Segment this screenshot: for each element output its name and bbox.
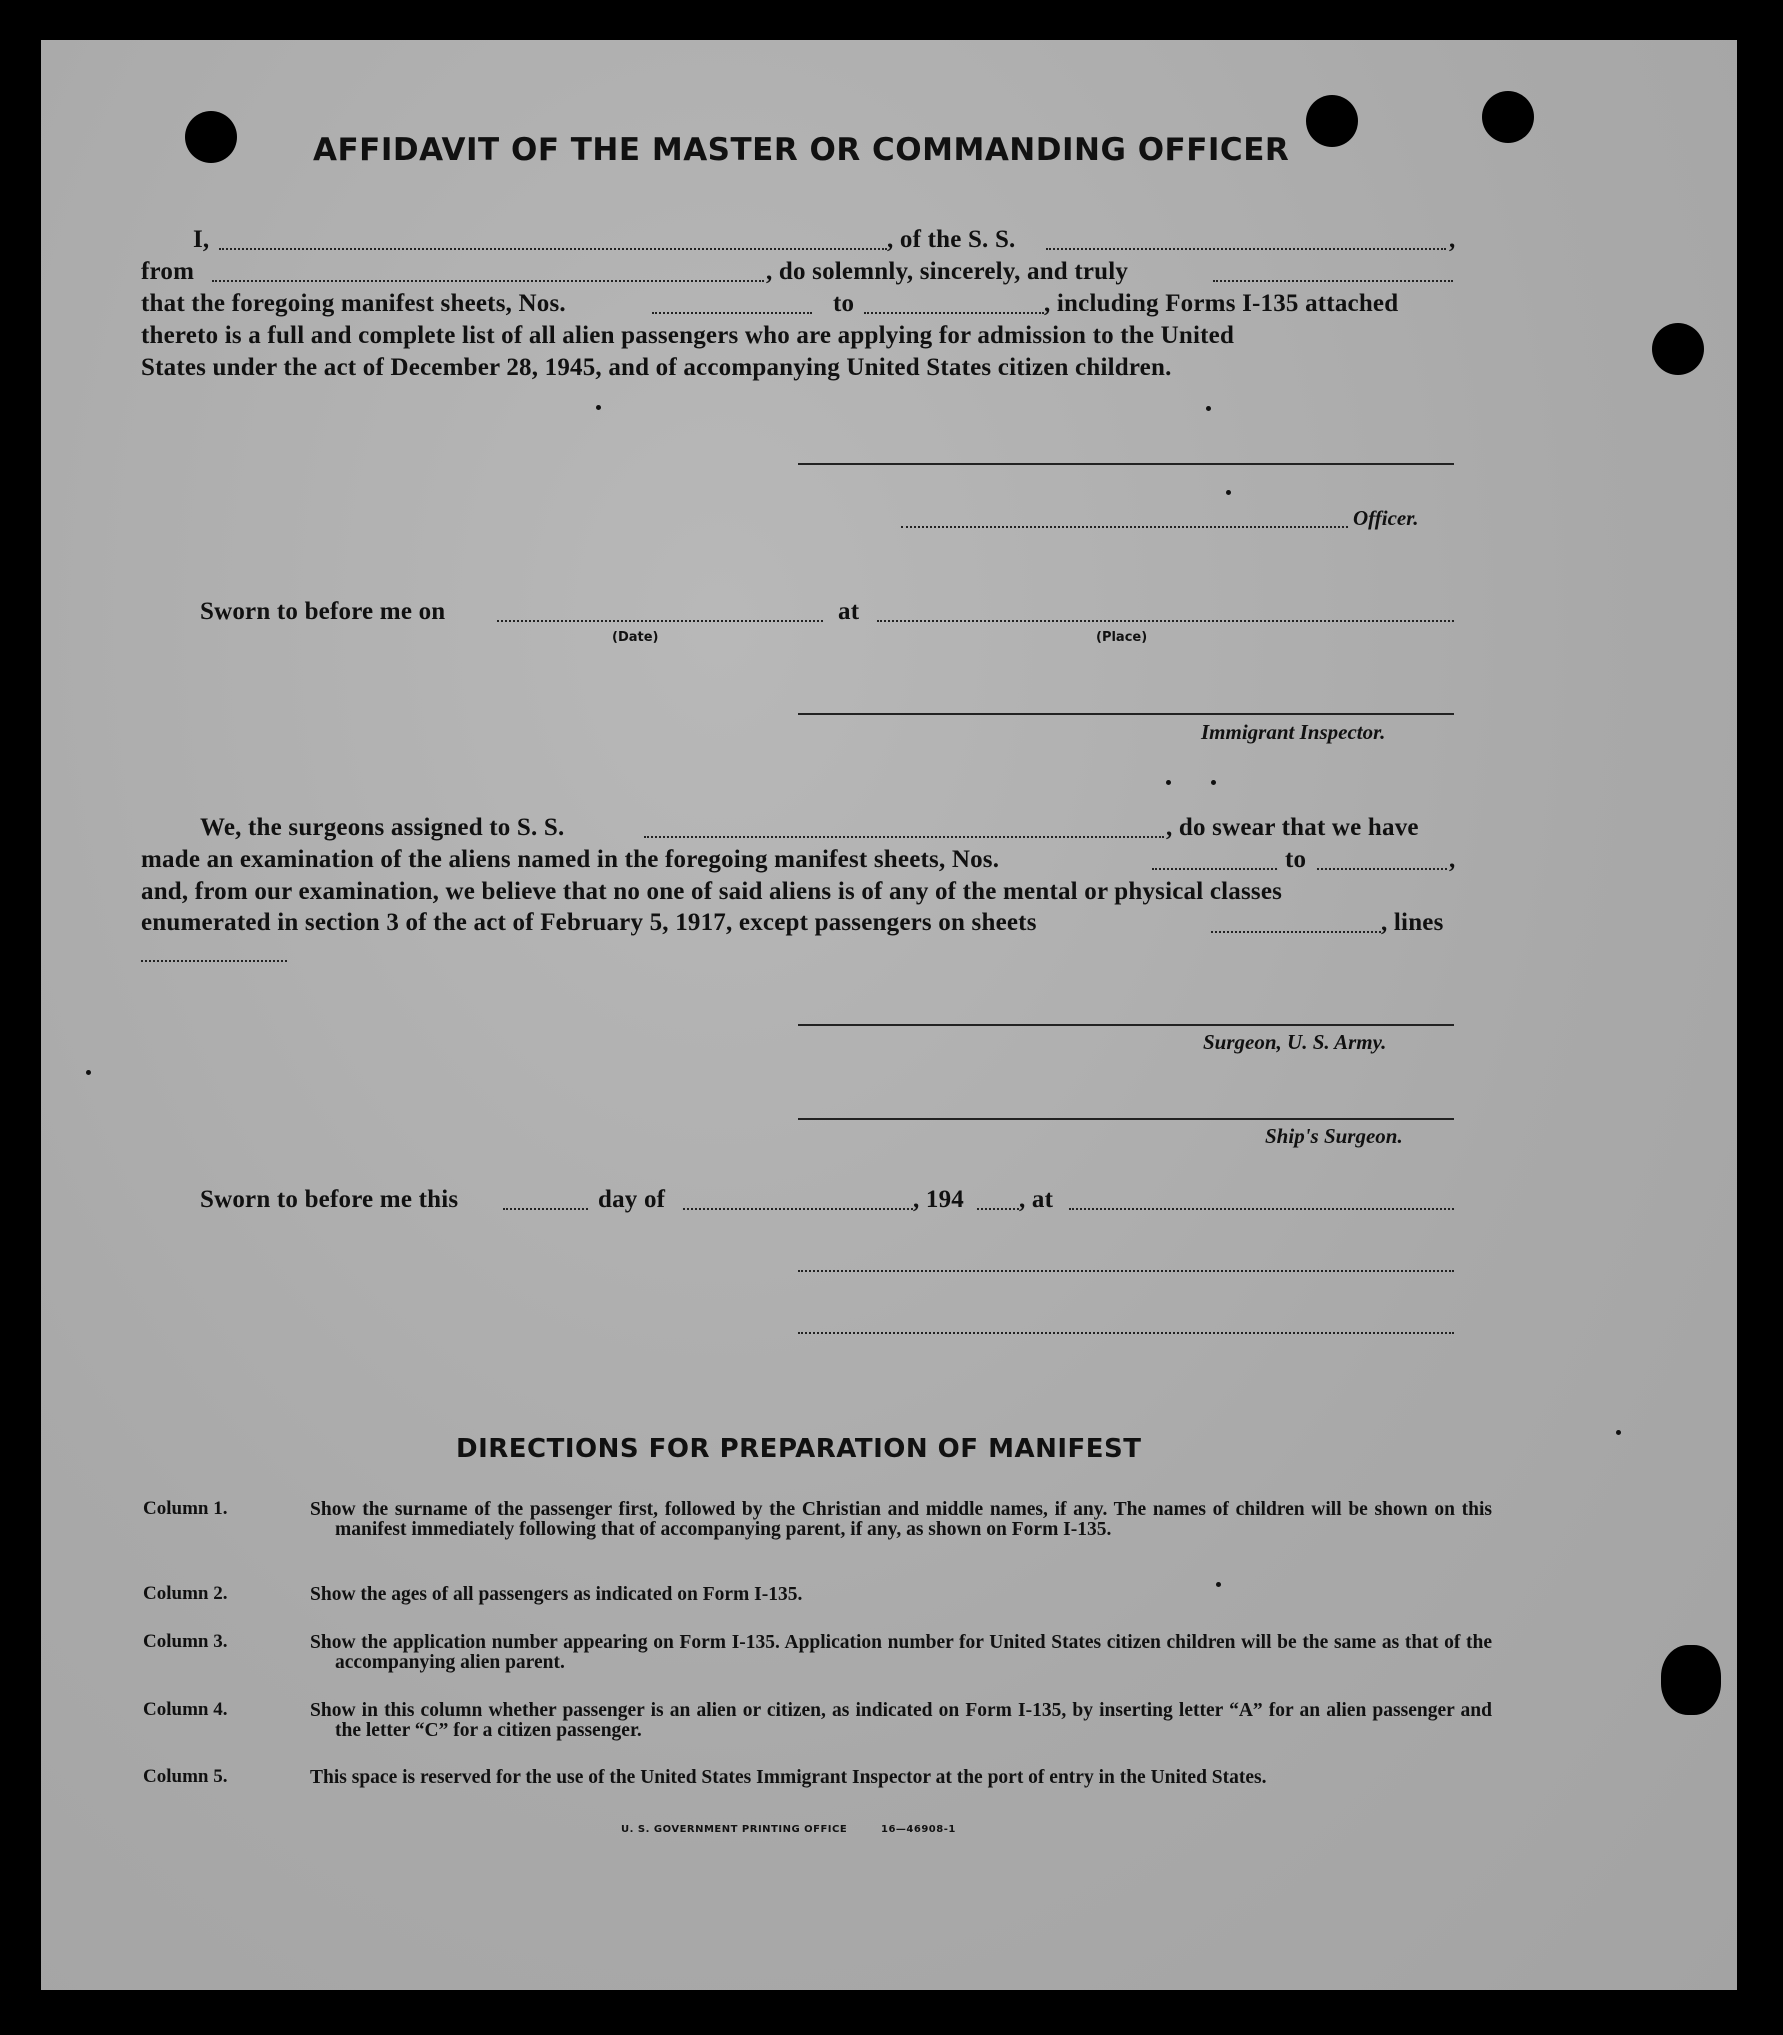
column-1-text: Show the surname of the passenger first, followed by the Christian and middle names, if any. The names of children will be shown on this manifest immediately following that of accompanying parent, if any, as shown on Form I-135.	[310, 1499, 1492, 1540]
affidavit-ss-label: , of the S. S.	[887, 226, 1016, 253]
surgeons-line1a: We, the surgeons assigned to S. S.	[200, 814, 565, 841]
speck	[1206, 406, 1211, 411]
sheet-from-field[interactable]	[652, 312, 812, 314]
surgeons-lines-field[interactable]	[141, 960, 287, 962]
sworn2-month-field[interactable]	[683, 1208, 913, 1210]
punch-hole	[185, 111, 237, 163]
officer-title-field[interactable]	[901, 526, 1348, 528]
column-4-text: Show in this column whether passenger is an alien or citizen, as indicated on Form I-135, by inserting letter “A” for an alien passenger and the letter “C” for a citizen passenger.	[310, 1700, 1492, 1741]
punch-hole	[1306, 95, 1358, 147]
sworn1-date-field[interactable]	[497, 620, 823, 622]
date-caption: (Date)	[612, 630, 659, 645]
affidavit-sheets-label: that the foregoing manifest sheets, Nos.	[141, 290, 566, 317]
sworn2-day-field[interactable]	[503, 1208, 588, 1210]
sworn2-signature-line-2[interactable]	[798, 1332, 1454, 1334]
form-page	[41, 40, 1737, 1990]
sworn2-prefix: Sworn to before me this	[200, 1186, 459, 1213]
column-4-label: Column 4.	[143, 1699, 228, 1720]
surgeons-ship-field[interactable]	[644, 836, 1164, 838]
printer-imprint: U. S. GOVERNMENT PRINTING OFFICE	[621, 1824, 848, 1835]
place-caption: (Place)	[1096, 630, 1148, 645]
sworn2-day-of: day of	[598, 1186, 666, 1213]
directions-heading: DIRECTIONS FOR PREPARATION OF MANIFEST	[456, 1434, 1142, 1464]
inspector-label: Immigrant Inspector.	[1201, 720, 1386, 744]
ship-surgeon-label: Ship's Surgeon.	[1265, 1124, 1403, 1148]
affidavit-line5: States under the act of December 28, 1945, and of accompanying United States citizen children.	[141, 354, 1172, 381]
master-name-field[interactable]	[219, 248, 887, 250]
sworn2-year-field[interactable]	[977, 1208, 1019, 1210]
sworn2-signature-line-1[interactable]	[798, 1270, 1454, 1272]
speck	[1616, 1430, 1621, 1435]
officer-signature-line[interactable]	[798, 463, 1454, 465]
column-5-text: This space is reserved for the use of the United States Immigrant Inspector at the port of entry in the United States.	[310, 1767, 1267, 1788]
affidavit-solemnly: , do solemnly, sincerely, and truly	[766, 258, 1129, 285]
speck	[1226, 490, 1231, 495]
inspector-signature-line[interactable]	[798, 713, 1454, 715]
officer-label: Officer.	[1353, 506, 1419, 530]
column-2-label: Column 2.	[143, 1583, 228, 1604]
affidavit-to-label: to	[833, 290, 855, 317]
affidavit-l1-end: ,	[1449, 226, 1456, 253]
surgeons-line4a: enumerated in section 3 of the act of February 5, 1917, except passengers on sheets	[141, 909, 1037, 936]
surgeons-line2a: made an examination of the aliens named in the foregoing manifest sheets, Nos.	[141, 846, 1000, 873]
sworn1-at: at	[838, 598, 860, 625]
column-2-text: Show the ages of all passengers as indicated on Form I-135.	[310, 1584, 803, 1605]
sheet-to-field[interactable]	[864, 312, 1044, 314]
surgeons-line3: and, from our examination, we believe that no one of said aliens is of any of the mental or physical classes	[141, 878, 1283, 905]
speck	[86, 1070, 91, 1075]
sworn1-place-field[interactable]	[877, 620, 1454, 622]
sworn2-year: , 194	[913, 1186, 964, 1213]
affidavit-line4: thereto is a full and complete list of all alien passengers who are applying for admission to the United	[141, 322, 1235, 349]
surgeons-except-sheets-field[interactable]	[1211, 931, 1381, 933]
ship-name-field[interactable]	[1046, 248, 1446, 250]
surgeons-sheet-to-field[interactable]	[1317, 868, 1447, 870]
truly-field[interactable]	[1213, 280, 1453, 282]
surgeons-sheet-from-field[interactable]	[1152, 868, 1277, 870]
surgeons-to-label: to	[1285, 846, 1307, 873]
sworn2-place-field[interactable]	[1069, 1208, 1454, 1210]
from-port-field[interactable]	[212, 280, 764, 282]
punch-hole	[1661, 1645, 1721, 1715]
punch-hole	[1482, 91, 1534, 143]
ship-surgeon-signature-line[interactable]	[798, 1118, 1454, 1120]
column-1-label: Column 1.	[143, 1498, 228, 1519]
surgeons-line2-end: ,	[1449, 846, 1456, 873]
column-3-text: Show the application number appearing on Form I-135. Application number for United States citizen children will be the same as that of the accompanying alien parent.	[310, 1632, 1492, 1673]
column-3-label: Column 3.	[143, 1631, 228, 1652]
sworn2-at: , at	[1019, 1186, 1054, 1213]
army-surgeon-label: Surgeon, U. S. Army.	[1203, 1030, 1387, 1054]
speck	[1211, 780, 1216, 785]
form-heading: AFFIDAVIT OF THE MASTER OR COMMANDING OFFICER	[313, 132, 1290, 168]
affidavit-from-label: from	[141, 258, 195, 285]
surgeons-lines-label: , lines	[1381, 909, 1444, 936]
form-code: 16—46908-1	[881, 1824, 956, 1835]
army-surgeon-signature-line[interactable]	[798, 1024, 1454, 1026]
affidavit-i-label: I,	[193, 226, 210, 253]
punch-hole	[1652, 323, 1704, 375]
surgeons-line1b: , do swear that we have	[1166, 814, 1419, 841]
speck	[596, 405, 601, 410]
affidavit-forms-label: , including Forms I-135 attached	[1044, 290, 1399, 317]
sworn1-prefix: Sworn to before me on	[200, 598, 446, 625]
column-5-label: Column 5.	[143, 1766, 228, 1787]
speck	[1166, 780, 1171, 785]
